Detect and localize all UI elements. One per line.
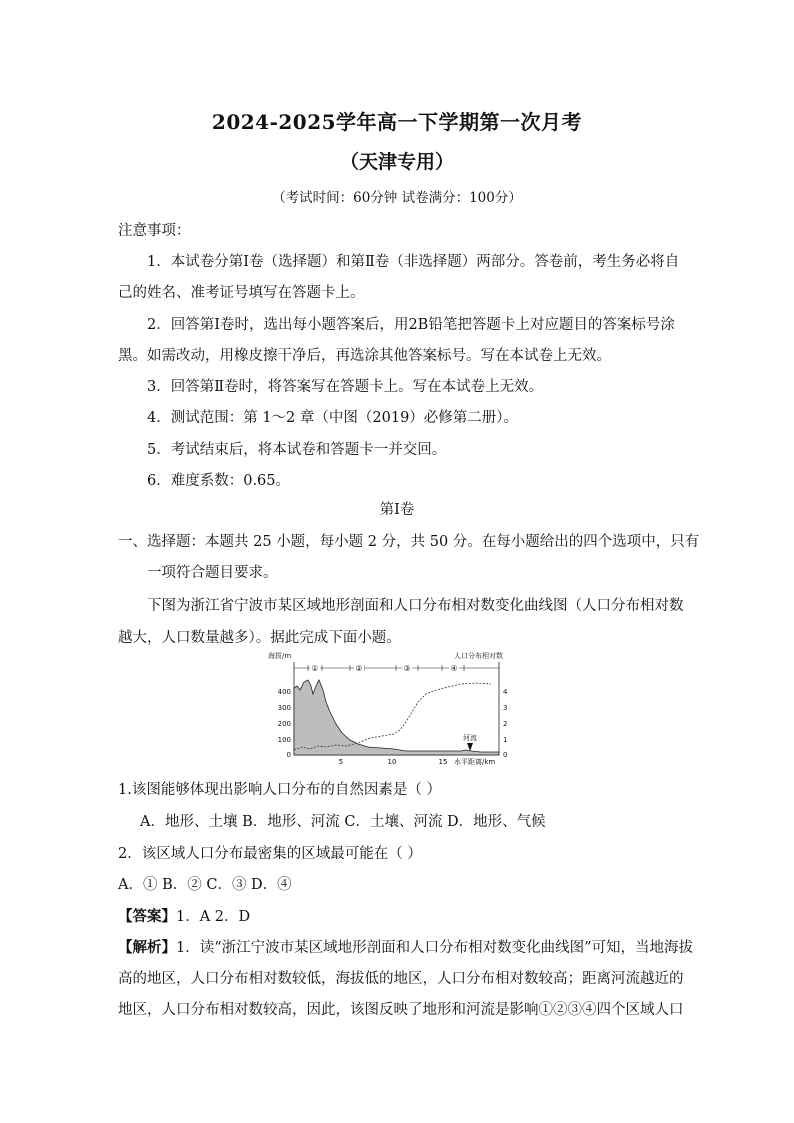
section-label: 第Ⅰ卷 xyxy=(379,502,415,518)
terrain-population-figure xyxy=(266,650,528,768)
question-1-options: A．地形、土壤 B．地形、河流 C．土壤、河流 D．地形、气候 xyxy=(140,814,546,830)
exam-subtitle: （天津专用） xyxy=(339,151,454,173)
question-intro-cont: 越大，人口数量越多）。据此完成下面小题。 xyxy=(118,630,401,646)
right-tick: 4 xyxy=(503,688,508,696)
x-tick: 5 xyxy=(338,758,344,766)
analysis-line-1 xyxy=(118,936,693,957)
x-tick: 10 xyxy=(387,758,397,766)
river-label: 河流 xyxy=(463,734,477,742)
notes-heading: 注意事项： xyxy=(118,223,191,239)
x-tick: 15 xyxy=(438,758,448,766)
note-item-2-cont: 黑。如需改动，用橡皮擦干净后，再选涂其他答案标号。写在本试卷上无效。 xyxy=(118,348,611,364)
note-item-6: 6．难度系数：0.65。 xyxy=(147,473,291,489)
right-tick: 3 xyxy=(503,704,508,712)
question-2-options: A．① B．② C．③ D．④ xyxy=(118,877,292,893)
left-axis-label: 海拔/m xyxy=(268,652,292,660)
left-tick: 0 xyxy=(286,751,291,759)
note-item-1: 1．本试卷分第Ⅰ卷（选择题）和第Ⅱ卷（非选择题）两部分。答卷前，考生务必将自 xyxy=(147,254,680,270)
left-tick: 100 xyxy=(277,736,291,744)
left-tick: 200 xyxy=(277,720,291,728)
analysis-text-1: 1．读“浙江宁波市某区域地形剖面和人口分布相对数变化曲线图”可知，当地海拔 xyxy=(176,940,694,956)
section-instruction: 一、选择题：本题共 25 小题，每小题 2 分，共 50 分。在每小题给出的四个选项中，只有 xyxy=(118,534,700,550)
x-axis-label: 水平距离/km xyxy=(454,758,496,766)
note-item-2: 2．回答第Ⅰ卷时，选出每小题答案后，用2B铅笔把答题卡上对应题目的答案标号涂 xyxy=(147,317,675,333)
right-tick: 1 xyxy=(503,736,508,744)
exam-meta: （考试时间：60分钟 试卷满分：100分） xyxy=(272,190,522,206)
zone-2-label: ② xyxy=(355,664,363,673)
answer-label: 【答案】 xyxy=(118,908,176,925)
right-axis-label: 人口分布相对数 xyxy=(454,652,503,660)
answer-text: 1．A 2．D xyxy=(176,909,251,925)
zone-3-label: ③ xyxy=(403,664,411,673)
section-instruction-cont: 一项符合题目要求。 xyxy=(147,565,278,581)
analysis-label: 【解析】 xyxy=(118,939,176,956)
zone-4-label: ④ xyxy=(450,664,458,673)
note-item-3: 3．回答第Ⅱ卷时，将答案写在答题卡上。写在本试卷上无效。 xyxy=(147,379,544,395)
note-item-4: 4．测试范围：第 1～2 章（中图（2019）必修第二册）。 xyxy=(147,410,519,426)
right-tick: 2 xyxy=(503,720,508,728)
river-marker xyxy=(467,743,473,751)
analysis-line-3: 地区，人口分布相对数较高，因此，该图反映了地形和河流是影响①②③④四个区域人口 xyxy=(118,1002,684,1018)
left-tick: 300 xyxy=(277,704,291,712)
left-tick: 400 xyxy=(277,688,291,696)
question-1: 1.该图能够体现出影响人口分布的自然因素是（ ） xyxy=(118,782,441,798)
zone-1-label: ① xyxy=(311,664,319,673)
exam-title: 2024-2025学年高一下学期第一次月考 xyxy=(211,110,583,134)
question-2: 2．该区域人口分布最密集的区域最可能在（ ） xyxy=(118,846,422,862)
answer-line xyxy=(118,905,250,926)
note-item-5: 5．考试结束后，将本试卷和答题卡一并交回。 xyxy=(147,442,447,458)
right-tick: 0 xyxy=(503,751,508,759)
question-intro: 下图为浙江省宁波市某区域地形剖面和人口分布相对数变化曲线图（人口分布相对数 xyxy=(147,598,684,614)
analysis-line-2: 高的地区，人口分布相对数较低，海拔低的地区，人口分布相对数较高；距离河流越近的 xyxy=(118,971,684,987)
note-item-1-cont: 己的姓名、准考证号填写在答题卡上。 xyxy=(118,285,365,301)
